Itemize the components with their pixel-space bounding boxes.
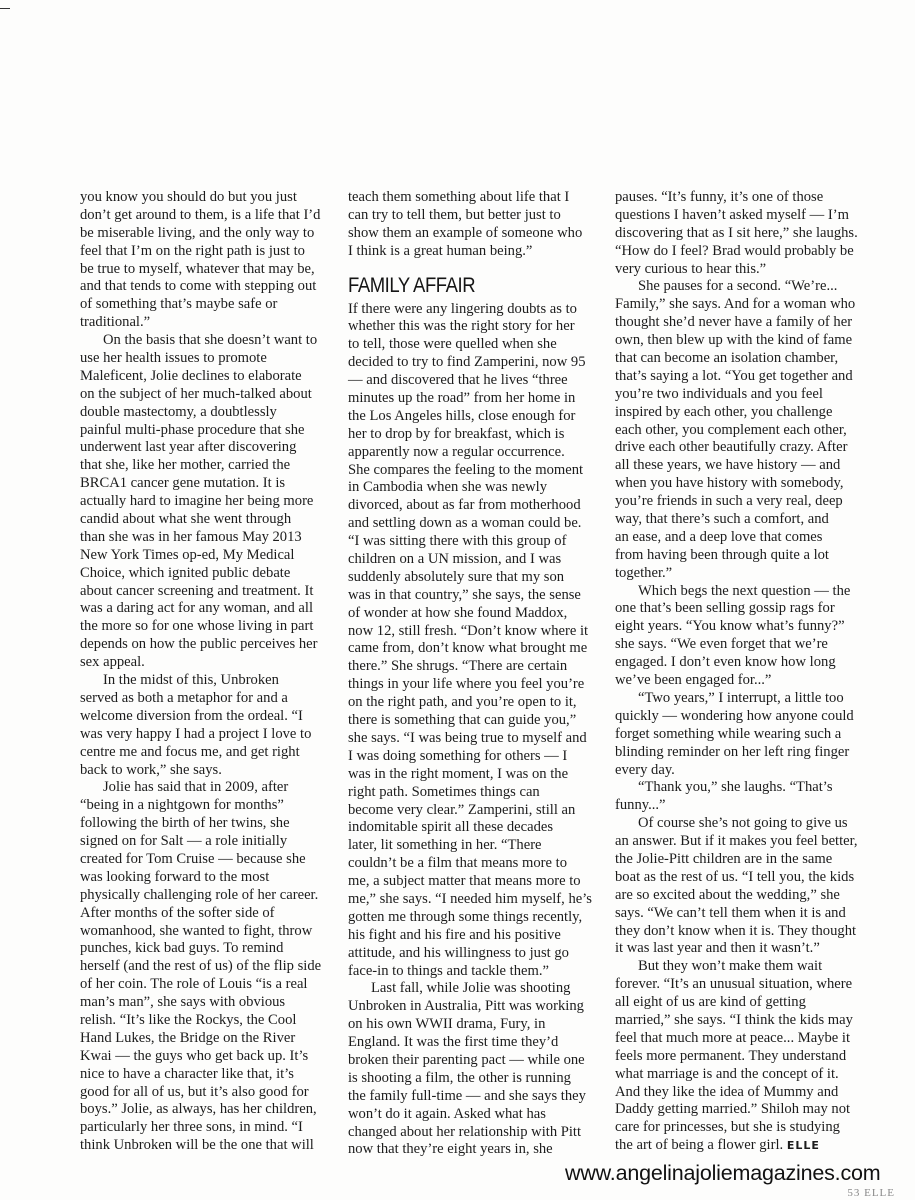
text-line: welcome diversion from the ordeal. “I [80,707,303,724]
text-line: in Cambodia when she was newly [348,479,548,496]
text-line: on the right path, and you’re open to it, [348,694,577,711]
section-heading: FAMILY AFFAIR [348,273,476,297]
text-line: each other, you complement each other, [615,421,847,438]
text-line: and settling down as a woman could be. [348,515,582,532]
text-line: married,” she says. “I think the kids may [615,1011,853,1028]
paragraph [615,958,885,1155]
text-line: And they like the idea of Mummy and [615,1083,839,1100]
text-line: funny...” [615,797,666,814]
text-line: about cancer screening and treatment. It [80,582,314,599]
text-line: candid about what she went through [80,511,292,528]
text-line: was looking forward to the most [80,868,270,885]
text-line: of wonder at how she found Maddox, [348,604,568,621]
text-line: was in the right moment, I was on the [348,765,569,782]
text-line: an ease, and a deep love that comes [615,528,823,545]
text-line: quickly — wondering how anyone could [615,707,854,724]
text-line: can try to tell them, but better just to [348,206,561,223]
text-line: of her coin. The role of Louis “is a real [80,976,308,993]
text-line: On the basis that she doesn’t want to [103,332,318,349]
text-line: face-in to things and tackle them.” [348,962,549,979]
text-line: think Unbroken will be the one that will [80,1137,314,1154]
text-line: England. It was the first time they’d [348,1034,559,1051]
text-line: herself (and the rest of us) of the flip side [80,958,322,975]
text-line: suddenly absolutely sure that my son [348,568,565,585]
text-line: the art of being a flower girl. [615,1137,784,1154]
text-line: physically challenging role of her career. [80,886,319,903]
text-line: are so excited about the wedding,” she [615,886,840,903]
text-line: all eight of us are kind of getting [615,994,806,1011]
text-line: that’s saying a lot. “You get together and [615,367,853,384]
text-line: forget something while wearing such a [615,725,842,742]
text-line: attitude, and his willingness to just go [348,944,569,961]
text-line: man’s man”, she says with obvious [80,994,286,1011]
text-line: painful multi-phase procedure that she [80,421,305,438]
text-line: was a daring act for any woman, and all [80,600,314,617]
text-line: Unbroken in Australia, Pitt was working [348,998,584,1015]
text-line: care for princesses, but she is studying [615,1119,840,1136]
text-line: actually hard to imagine her being more [80,493,314,510]
text-line: an answer. But if it makes you feel better, [615,833,858,850]
text-line: Kwai — the guys who get back up. It’s [80,1047,309,1064]
text-line: own, then blew up with the kind of fame [615,332,853,349]
text-line: together.” [615,564,673,581]
paragraph [80,189,350,332]
text-line: on the subject of her much-talked about [80,385,312,402]
text-line: created for Tom Cruise — because she [80,850,306,867]
text-line: that can become an isolation chamber, [615,350,839,367]
text-line: of something that’s maybe safe or [80,296,278,313]
text-line: thought she’d never have a family of her [615,314,853,331]
text-line: back to work,” she says. [80,761,222,778]
text-line: Of course she’s not going to give us [638,815,848,832]
text-line: underwent last year after discovering [80,439,297,456]
text-line: feel that I’m on the right path is just to [80,242,305,259]
text-line: the Jolie-Pitt children are in the same [615,850,833,867]
text-line: couldn’t be a film that means more to [348,855,567,872]
text-line: womanhood, she wanted to fight, throw [80,922,313,939]
text-line: was very happy I had a project I love to [80,725,312,742]
text-line: they don’t know when it is. They thought [615,922,857,939]
scan-edge-mark [0,8,10,9]
paragraph [615,815,885,958]
text-line: In the midst of this, Unbroken [103,672,279,689]
text-line: If there were any lingering doubts as to [348,300,577,317]
text-line: signed on for Salt — a role initially [80,833,288,850]
text-line: that she, like her mother, carried the [80,457,291,474]
text-line: I think is a great human being.” [348,242,533,259]
text-line: Hand Lukes, the Bridge on the River [80,1029,296,1046]
text-line: later, lit something in her. “There [348,837,542,854]
text-line: “Thank you,” she laughs. “That’s [638,779,833,796]
text-line: she says. “We even forget that we’re [615,636,828,653]
text-line: than she was in her famous May 2013 [80,528,302,545]
text-line: depends on how the public perceives her [80,636,318,653]
text-line: the more so for one whose living in part [80,618,314,635]
text-line: changed about her relationship with Pitt [348,1123,582,1140]
text-line: But they won’t make them wait [638,958,823,975]
text-line: was in that country,” she says, the sense [348,586,581,603]
text-line: there is something that can guide you,” [348,712,577,729]
text-line: right path. Sometimes things can [348,783,540,800]
text-line: feel that much more at peace... Maybe it [615,1029,851,1046]
text-line: teach them something about life that I [348,189,570,205]
text-line: Daddy getting married.” Shiloh may not [615,1101,851,1118]
text-line: inspired by each other, you challenge [615,403,833,420]
paragraph [80,332,350,672]
text-line: particularly her three sons, in mind. “I [80,1119,303,1136]
text-line: you’re friends in such a very real, deep [615,493,843,510]
paragraph [615,189,885,278]
text-line: blinding reminder on her left ring finger [615,743,850,760]
watermark-url: www.angelinajoliemagazines.com [565,1161,881,1185]
text-line: sex appeal. [80,654,145,671]
text-line: I was doing something for others — I [348,747,568,764]
text-line: relish. “It’s like the Rockys, the Cool [80,1011,297,1028]
paragraph [348,189,618,261]
text-line: Jolie has said that in 2009, after [103,779,289,796]
text-line: won’t do it again. Asked what has [348,1105,546,1122]
text-line: She pauses for a second. “We’re... [638,278,838,295]
text-line: now that they’re eight years in, she [348,1141,553,1158]
text-line: good for all of us, but it’s also good for [80,1083,309,1100]
text-line: when you have history with somebody, [615,475,844,492]
text-line: questions I haven’t asked myself — I’m [615,206,849,223]
text-line: served as both a metaphor for and a [80,689,288,706]
text-line: nice to have a character like that, it’s [80,1065,294,1082]
text-line: pauses. “It’s funny, it’s one of those [615,189,824,205]
paragraph [80,779,350,1155]
text-line: forever. “It’s an unusual situation, where [615,976,853,993]
text-line: traditional.” [80,314,151,331]
text-line: came from, don’t know what brought me [348,640,588,657]
text-line: don’t get around to them, is a life that I’d [80,206,321,223]
text-line: discovering that as I sit here,” she laughs. [615,224,858,241]
text-line: me, a subject matter that means more to [348,873,581,890]
text-line: “Two years,” I interrupt, a little too [638,689,844,706]
text-line: become very clear.” Zamperini, still an [348,801,576,818]
text-line: she says. “I was being true to myself and [348,729,587,746]
text-line: the Los Angeles hills, close enough for [348,407,576,424]
text-line: BRCA1 cancer gene mutation. It is [80,475,286,492]
text-line: there.” She shrugs. “There are certain [348,658,568,675]
text-line: show them an example of someone who [348,224,583,241]
text-line: New York Times op-ed, My Medical [80,546,295,563]
column-3 [615,189,885,1155]
text-line: things in your life where you feel you’re [348,676,585,693]
text-line: way, that there’s such a comfort, and [615,511,829,528]
last-line [615,1137,885,1155]
text-line: boys.” Jolie, as always, has her children, [80,1101,317,1118]
text-line: to tell, those were quelled when she [348,336,557,353]
text-line: Last fall, while Jolie was shooting [371,980,571,997]
text-line: all these years, we have history — and [615,457,841,474]
text-line: following the birth of her twins, she [80,815,290,832]
text-line: very curious to hear this.” [615,260,767,277]
text-line: one that’s been selling gossip rags for [615,600,835,617]
text-line: his fight and his fire and his positive [348,926,561,943]
text-line: every day. [615,761,675,778]
text-line: punches, kick bad guys. To remind [80,940,284,957]
text-line: is shooting a film, the other is running [348,1069,571,1086]
text-line: feels more permanent. They understand [615,1047,847,1064]
paragraph [615,779,885,815]
text-line: minutes up the road” from her home in [348,390,576,407]
text-line: her to drop by for breakfast, which is [348,425,565,442]
text-line: decided to try to find Zamperini, now 95 [348,354,586,371]
text-line: After months of the softer side of [80,904,275,921]
text-line: Family,” she says. And for a woman who [615,296,856,313]
text-line: She compares the feeling to the moment [348,461,584,478]
text-line: Choice, which ignited public debate [80,564,291,581]
text-line: “How do I feel? Brad would probably be [615,242,854,259]
text-line: me,” she says. “I needed him myself, he’s [348,890,592,907]
paragraph [615,690,885,779]
text-line: Maleficent, Jolie declines to elaborate [80,367,302,384]
text-line: whether this was the right story for her [348,318,575,335]
text-line: double mastectomy, a doubtlessly [80,403,277,420]
text-line: it was last year and then it wasn’t.” [615,940,820,957]
column-1 [80,189,350,1155]
text-line: children on a UN mission, and I was [348,551,562,568]
text-line: what marriage is and the concept of it. [615,1065,839,1082]
paragraph [348,980,618,1159]
text-line: broken their parenting pact — while one [348,1051,585,1068]
text-line: and that tends to come with stepping out [80,278,317,295]
text-line: — and discovered that he lives “three [348,372,568,389]
text-line: centre me and focus me, and get right [80,743,300,760]
text-line: engaged. I don’t even know how long [615,654,836,671]
text-line: says. “We can’t tell them when it is and [615,904,846,921]
text-line: on his own WWII drama, Fury, in [348,1016,546,1033]
text-line: the family full-time — and she says they [348,1087,586,1104]
text-line: now 12, still fresh. “Don’t know where it [348,622,589,639]
text-line: apparently now a regular occurrence. [348,443,565,460]
text-line: we’ve been engaged for...” [615,672,772,689]
text-line: eight years. “You know what’s funny?” [615,618,845,635]
text-line: be true to myself, whatever that may be, [80,260,315,277]
paragraph [615,278,885,582]
text-line: boat as the rest of us. “I tell you, the kids [615,868,855,885]
text-line: from having been through quite a lot [615,546,829,563]
text-line: indomitable spirit all these decades [348,819,554,836]
text-line: “being in a nightgown for months” [80,797,284,814]
text-line: “I was sitting there with this group of [348,533,567,550]
end-tag: ELLE [786,1139,820,1153]
paragraph [615,583,885,690]
text-line: be miserable living, and the only way to [80,224,315,241]
text-line: use her health issues to promote [80,350,267,367]
text-line: drive each other beautifully crazy. After [615,439,848,456]
text-line: divorced, about as far from motherhood [348,497,581,514]
paragraph [348,301,618,981]
text-line: you know you should do but you just [80,189,297,205]
column-2 [348,189,618,1159]
text-line: you’re two individuals and you feel [615,385,823,402]
text-line: Which begs the next question — the [638,582,851,599]
paragraph [80,672,350,779]
text-line: gotten me through some things recently, [348,908,583,925]
page-folio: 53 ELLE [847,1187,895,1199]
